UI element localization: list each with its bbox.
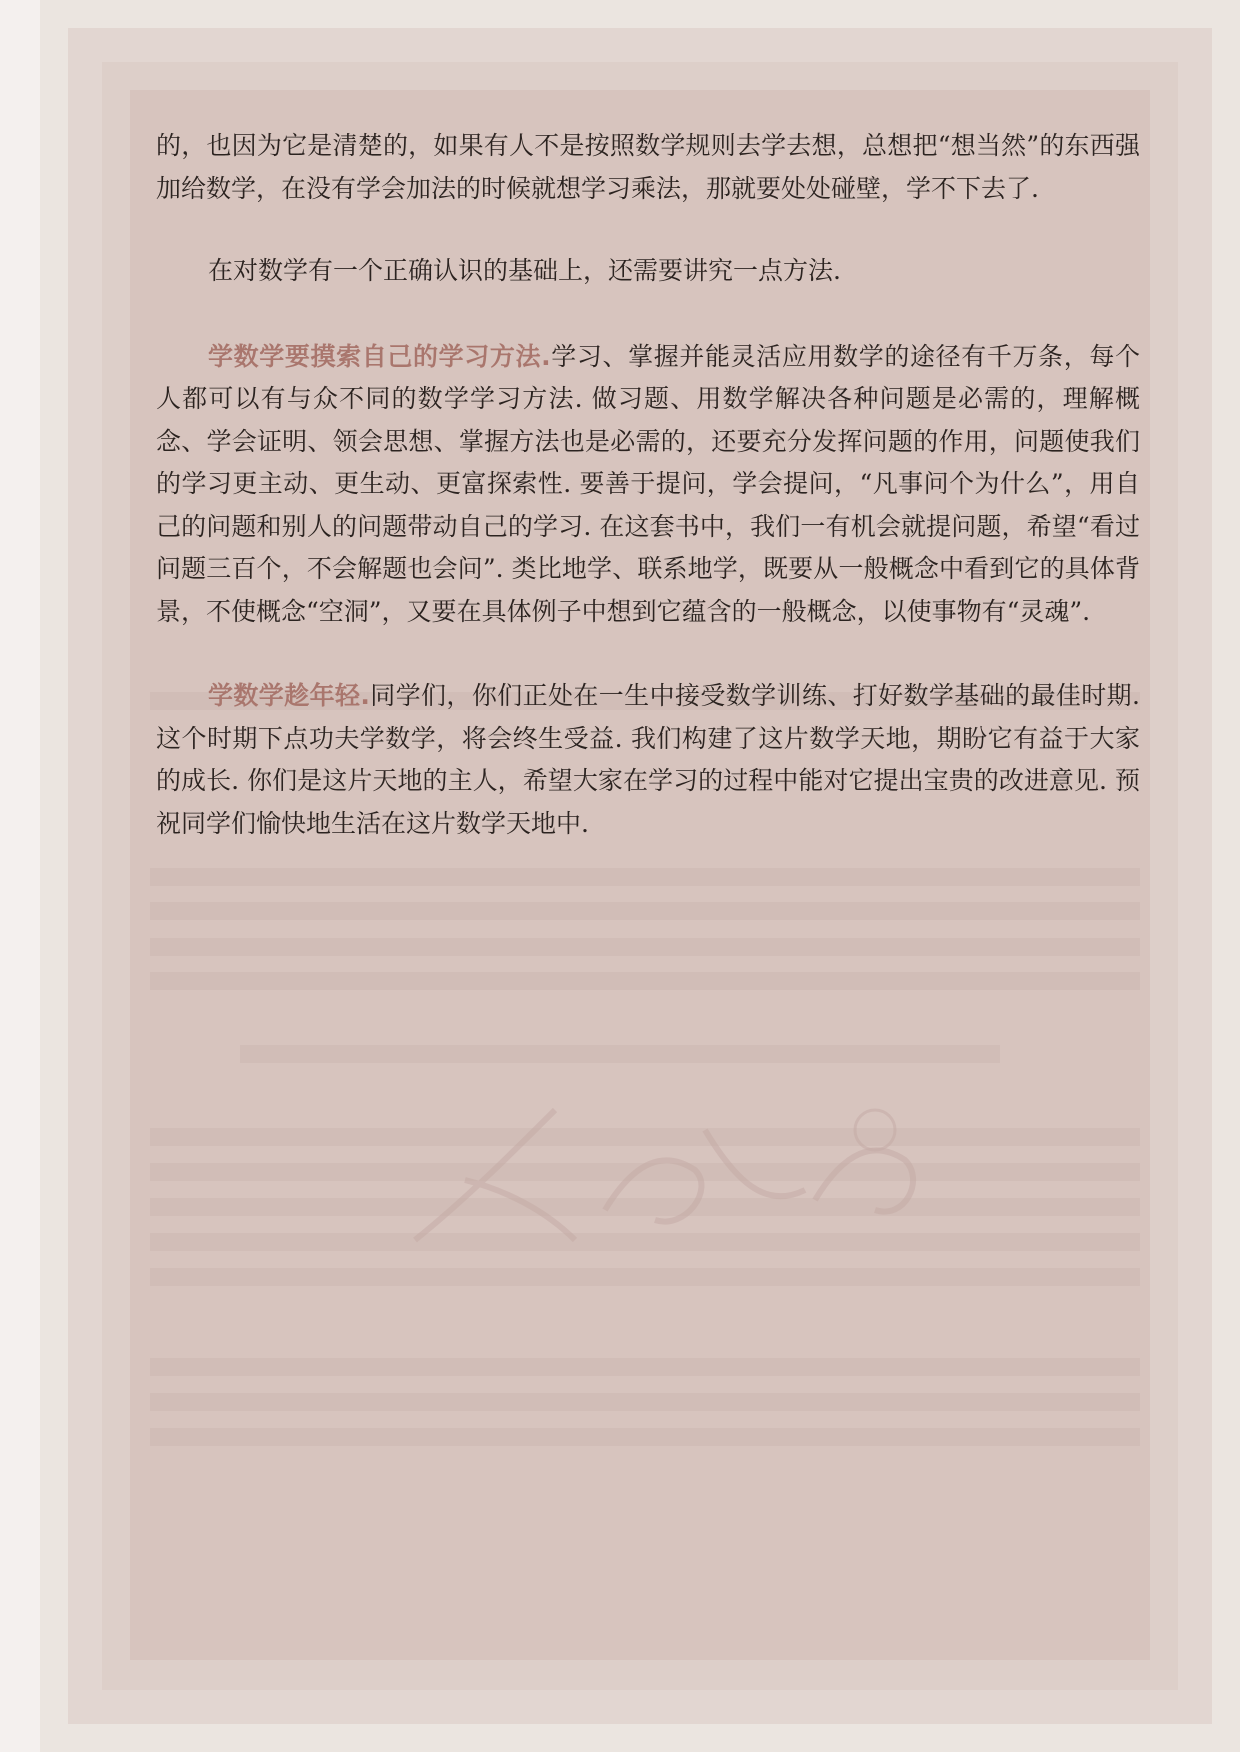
- paragraph-text: 的，也因为它是清楚的，如果有人不是按照数学规则去学去想，总想把“想当然”的东西强加给数学，在没有学会加法的时候就想学习乘法，那就要处处碰壁，学不下去了.: [156, 131, 1140, 203]
- paragraph-lead-heading: 学数学趁年轻.: [208, 681, 370, 710]
- show-through-line: [150, 1428, 1140, 1446]
- signature-seal-show-through: [405, 1090, 965, 1250]
- paragraph-learn-young: [156, 675, 1140, 845]
- paragraph-text: 学习、掌握并能灵活应用数学的途径有千万条，每个人都可以有与众不同的数学学习方法. 做习题、用数学解决各种问题是必需的，理解概念、学会证明、领会思想、掌握方法也是必需的，还要充分发挥问题的作用，问题使我们的学习更主动、更生动、更富探索性. 要善于提问，学会提问，“凡事问个为什么”，用自己的问题和别人的问题带动自己的学习. 在这套书中，我们一有机会就提问题，希望“看过问题三百个，不会解题也会问”. 类比地学、联系地学，既要从一般概念中看到它的具体背景，不使概念“空洞”，又要在具体例子中想到它蕴含的一般概念，以使事物有“灵魂”.: [156, 341, 1140, 626]
- paragraph-method-intro: [156, 250, 1140, 293]
- show-through-line: [150, 972, 1140, 990]
- paragraph-continued: [156, 125, 1140, 210]
- paragraph-text: 在对数学有一个正确认识的基础上，还需要讲究一点方法.: [208, 256, 841, 285]
- show-through-line: [150, 938, 1140, 956]
- paragraph-lead-heading: 学数学要摸索自己的学习方法.: [208, 341, 551, 371]
- show-through-line: [150, 1268, 1140, 1286]
- paragraph-text: 同学们，你们正处在一生中接受数学训练、打好数学基础的最佳时期. 这个时期下点功夫学数学，将会终生受益. 我们构建了这片数学天地，期盼它有益于大家的成长. 你们是这片天地的主人，希望大家在学习的过程中能对它提出宝贵的改进意见. 预祝同学们愉快地生活在这片数学天地中.: [156, 681, 1140, 838]
- show-through-line: [150, 868, 1140, 886]
- show-through-line: [240, 1045, 1000, 1063]
- paragraph-learning-method: [156, 336, 1140, 634]
- left-margin: [0, 0, 40, 1752]
- show-through-line: [150, 1358, 1140, 1376]
- show-through-line: [150, 1393, 1140, 1411]
- body-text: [156, 125, 1140, 845]
- show-through-line: [150, 902, 1140, 920]
